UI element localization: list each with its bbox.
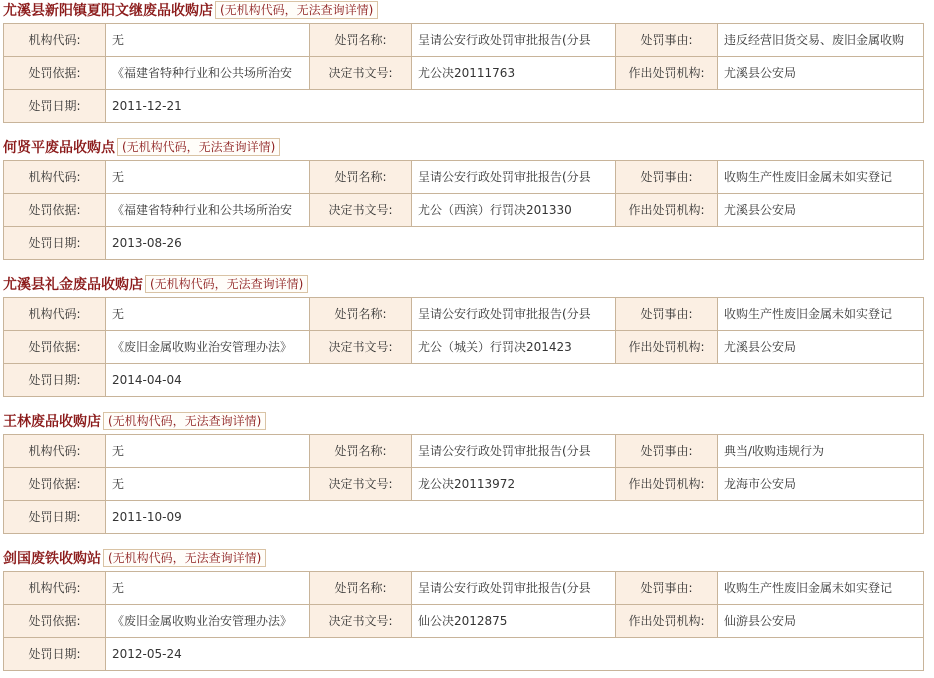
org-code-value: 无 [106, 435, 310, 468]
penalty-basis-value: 无 [106, 468, 310, 501]
record-header [3, 137, 280, 159]
penalty-name-value: 呈请公安行政处罚审批报告(分县 [412, 298, 616, 331]
table-row [4, 364, 924, 397]
table-row [4, 638, 924, 671]
org-code-label: 机构代码: [4, 24, 106, 57]
penalty-reason-label: 处罚事由: [616, 435, 718, 468]
org-code-label: 机构代码: [4, 435, 106, 468]
decision-no-label: 决定书文号: [310, 331, 412, 364]
penalty-date-value: 2012-05-24 [106, 638, 924, 671]
penalty-date-label: 处罚日期: [4, 227, 106, 260]
record-header [3, 548, 266, 570]
table-row [4, 90, 924, 123]
company-name-link[interactable]: 尤溪县新阳镇夏阳文继废品收购店 [3, 3, 213, 19]
penalty-basis-label: 处罚依据: [4, 57, 106, 90]
decision-no-value: 尤公（城关）行罚决201423 [412, 331, 616, 364]
penalty-name-value: 呈请公安行政处罚审批报告(分县 [412, 572, 616, 605]
table-row [4, 194, 924, 227]
penalty-reason-value: 收购生产性废旧金属未如实登记 [718, 298, 924, 331]
penalty-reason-value: 收购生产性废旧金属未如实登记 [718, 572, 924, 605]
authority-value: 尤溪县公安局 [718, 331, 924, 364]
company-name-link[interactable]: 王林废品收购店 [3, 414, 101, 430]
record-header [3, 274, 308, 296]
company-name-link[interactable]: 剑国废铁收购站 [3, 551, 101, 567]
penalty-reason-label: 处罚事由: [616, 572, 718, 605]
decision-no-label: 决定书文号: [310, 468, 412, 501]
table-row [4, 468, 924, 501]
authority-label: 作出处罚机构: [616, 194, 718, 227]
record-table [3, 434, 924, 534]
company-name-link[interactable]: 何贤平废品收购点 [3, 140, 115, 156]
decision-no-label: 决定书文号: [310, 194, 412, 227]
penalty-date-label: 处罚日期: [4, 90, 106, 123]
table-row [4, 331, 924, 364]
record-table [3, 160, 924, 260]
penalty-basis-label: 处罚依据: [4, 605, 106, 638]
table-row [4, 161, 924, 194]
penalty-reason-value: 收购生产性废旧金属未如实登记 [718, 161, 924, 194]
penalty-name-value: 呈请公安行政处罚审批报告(分县 [412, 435, 616, 468]
record-header [3, 0, 378, 22]
penalty-name-value: 呈请公安行政处罚审批报告(分县 [412, 161, 616, 194]
penalty-name-label: 处罚名称: [310, 298, 412, 331]
table-row [4, 435, 924, 468]
penalty-basis-label: 处罚依据: [4, 331, 106, 364]
penalty-name-label: 处罚名称: [310, 161, 412, 194]
org-code-label: 机构代码: [4, 161, 106, 194]
table-row [4, 605, 924, 638]
table-row [4, 227, 924, 260]
record-table [3, 297, 924, 397]
authority-label: 作出处罚机构: [616, 57, 718, 90]
penalty-basis-value: 《废旧金属收购业治安管理办法》 [106, 605, 310, 638]
decision-no-label: 决定书文号: [310, 57, 412, 90]
authority-value: 龙海市公安局 [718, 468, 924, 501]
penalty-date-label: 处罚日期: [4, 364, 106, 397]
company-name-link[interactable]: 尤溪县礼金废品收购店 [3, 277, 143, 293]
penalty-name-label: 处罚名称: [310, 435, 412, 468]
penalty-basis-value: 《福建省特种行业和公共场所治安 [106, 57, 310, 90]
org-code-label: 机构代码: [4, 572, 106, 605]
penalty-reason-value: 典当/收购违规行为 [718, 435, 924, 468]
penalty-reason-value: 违反经营旧货交易、废旧金属收购 [718, 24, 924, 57]
record-header [3, 411, 266, 433]
penalty-date-label: 处罚日期: [4, 501, 106, 534]
no-org-code-note: (无机构代码，无法查询详情) [145, 275, 308, 293]
penalty-date-value: 2011-12-21 [106, 90, 924, 123]
penalty-reason-label: 处罚事由: [616, 298, 718, 331]
decision-no-value: 尤公决20111763 [412, 57, 616, 90]
table-row [4, 57, 924, 90]
no-org-code-note: (无机构代码，无法查询详情) [103, 412, 266, 430]
table-row [4, 24, 924, 57]
penalty-reason-label: 处罚事由: [616, 24, 718, 57]
penalty-name-label: 处罚名称: [310, 572, 412, 605]
decision-no-value: 尤公（西滨）行罚决201330 [412, 194, 616, 227]
authority-value: 尤溪县公安局 [718, 194, 924, 227]
table-row [4, 572, 924, 605]
org-code-label: 机构代码: [4, 298, 106, 331]
authority-value: 仙游县公安局 [718, 605, 924, 638]
authority-value: 尤溪县公安局 [718, 57, 924, 90]
penalty-name-value: 呈请公安行政处罚审批报告(分县 [412, 24, 616, 57]
authority-label: 作出处罚机构: [616, 605, 718, 638]
record-table [3, 23, 924, 123]
authority-label: 作出处罚机构: [616, 331, 718, 364]
no-org-code-note: (无机构代码，无法查询详情) [103, 549, 266, 567]
penalty-basis-label: 处罚依据: [4, 468, 106, 501]
org-code-value: 无 [106, 572, 310, 605]
penalty-name-label: 处罚名称: [310, 24, 412, 57]
penalty-date-value: 2014-04-04 [106, 364, 924, 397]
no-org-code-note: (无机构代码，无法查询详情) [117, 138, 280, 156]
authority-label: 作出处罚机构: [616, 468, 718, 501]
decision-no-label: 决定书文号: [310, 605, 412, 638]
penalty-reason-label: 处罚事由: [616, 161, 718, 194]
penalty-basis-label: 处罚依据: [4, 194, 106, 227]
decision-no-value: 龙公决20113972 [412, 468, 616, 501]
record-table [3, 571, 924, 671]
org-code-value: 无 [106, 161, 310, 194]
penalty-date-value: 2013-08-26 [106, 227, 924, 260]
table-row [4, 501, 924, 534]
penalty-date-value: 2011-10-09 [106, 501, 924, 534]
no-org-code-note: (无机构代码，无法查询详情) [215, 1, 378, 19]
penalty-basis-value: 《废旧金属收购业治安管理办法》 [106, 331, 310, 364]
penalty-basis-value: 《福建省特种行业和公共场所治安 [106, 194, 310, 227]
table-row [4, 298, 924, 331]
org-code-value: 无 [106, 298, 310, 331]
org-code-value: 无 [106, 24, 310, 57]
decision-no-value: 仙公决2012875 [412, 605, 616, 638]
penalty-date-label: 处罚日期: [4, 638, 106, 671]
